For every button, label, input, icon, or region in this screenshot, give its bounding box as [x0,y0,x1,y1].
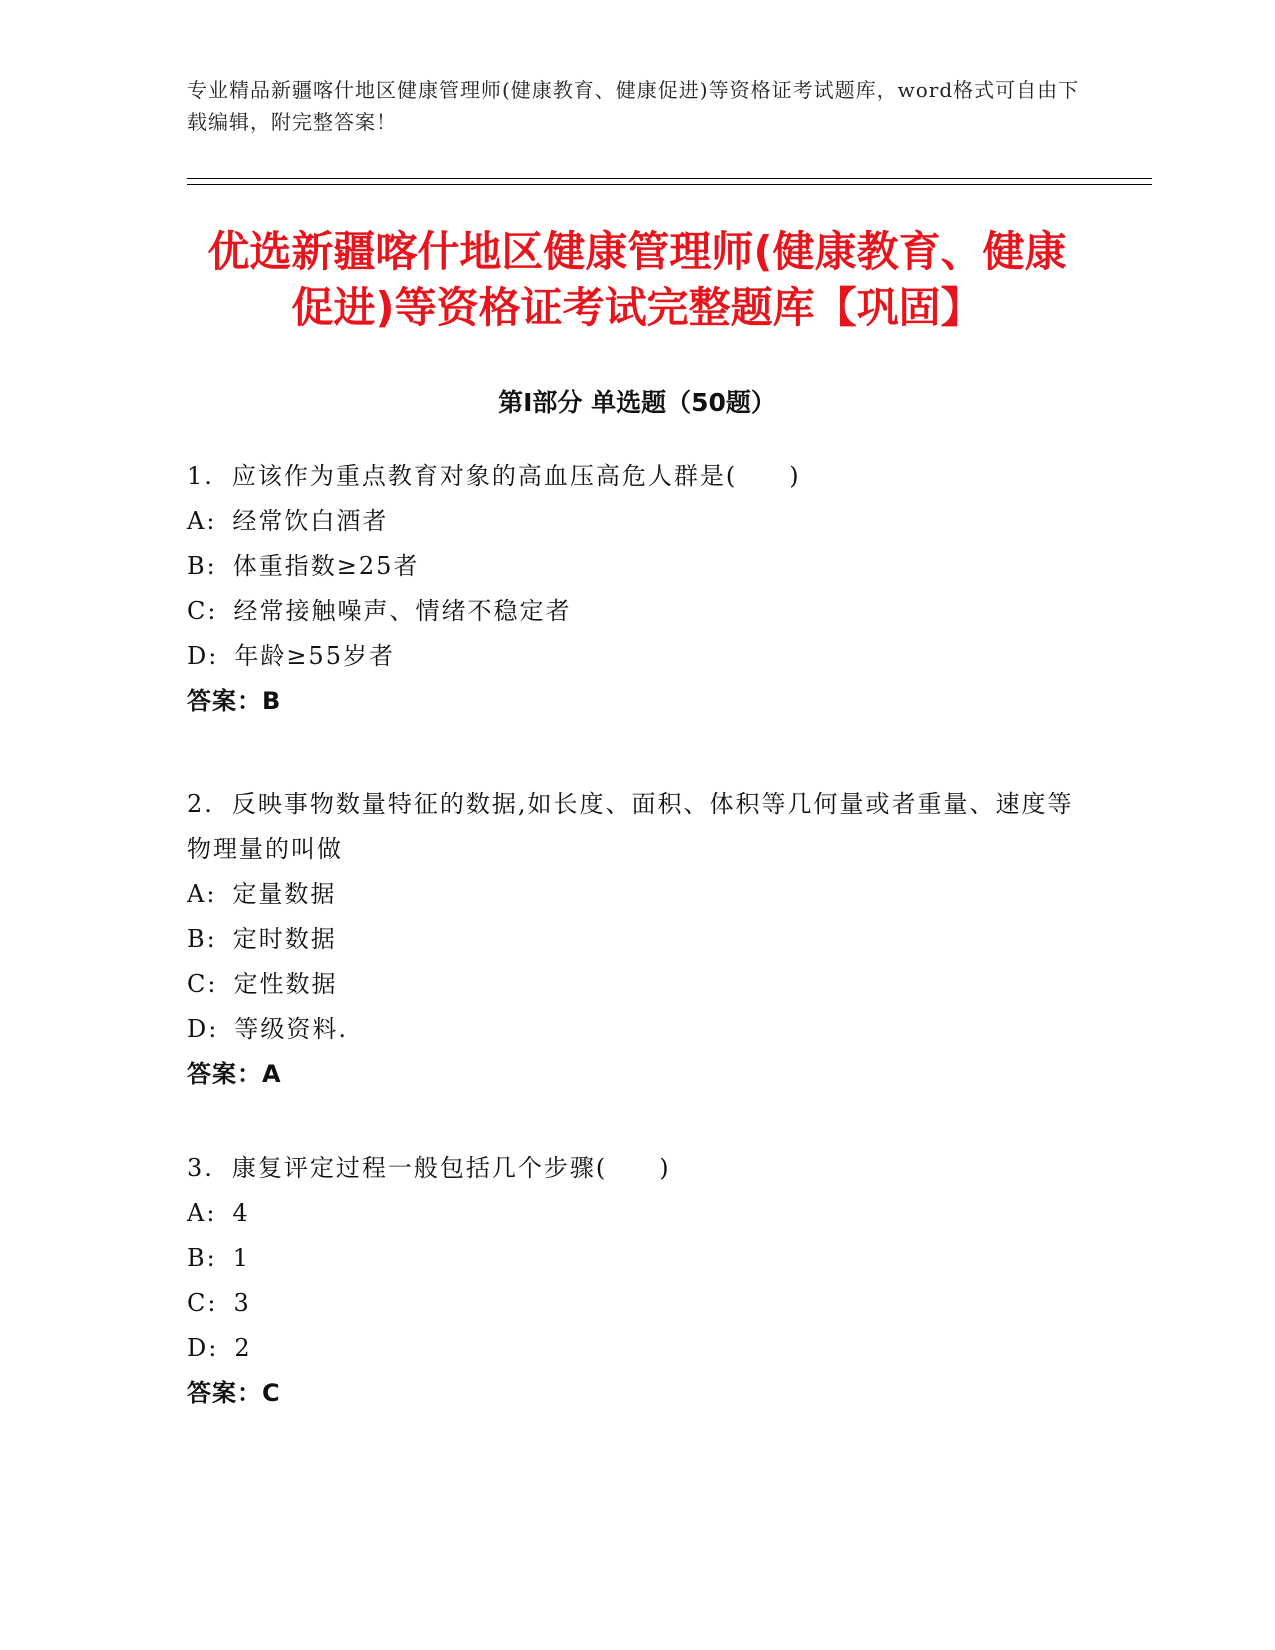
option-key: B: [187,925,217,953]
option-d [187,1326,1087,1371]
option-key: B: [187,1244,217,1272]
answer: 答案：A [187,1060,282,1088]
option-text: 等级资料. [234,1015,348,1043]
question-text: 康复评定过程一般包括几个步骤( ) [231,1154,671,1182]
question-3 [187,1146,1087,1416]
option-text: 定性数据 [233,970,338,998]
question-stem [187,782,1087,872]
question-text: 反映事物数量特征的数据,如长度、面积、体积等几何量或者重量、速度等物理量的叫做 [187,790,1074,863]
option-key: D: [187,642,219,670]
section-heading: 第Ⅰ部分 单选题（50题） [498,388,776,417]
answer: 答案：C [187,1379,281,1407]
option-key: C: [187,970,218,998]
option-b [187,917,1087,962]
question-number: 2. [187,790,214,818]
option-text: 2 [234,1334,252,1362]
option-key: A: [187,880,217,908]
option-c [187,589,1087,634]
option-text: 4 [232,1199,250,1227]
option-key: D: [187,1015,219,1043]
question-number: 1. [187,462,214,490]
option-text: 经常饮白酒者 [232,507,389,535]
option-text: 体重指数≥25者 [232,552,420,580]
option-key: B: [187,552,217,580]
option-c [187,1281,1087,1326]
answer: 答案：B [187,687,282,715]
question-number: 3. [187,1154,214,1182]
option-text: 定量数据 [232,880,337,908]
option-key: C: [187,597,218,625]
option-c [187,962,1087,1007]
header-divider-thin [187,184,1152,185]
option-a [187,499,1087,544]
option-d [187,1007,1087,1052]
option-d [187,634,1087,679]
header-divider [187,178,1152,179]
option-key: D: [187,1334,219,1362]
document-title: 优选新疆喀什地区健康管理师(健康教育、健康促进)等资格证考试完整题库【巩固】 [207,227,1067,332]
option-text: 3 [233,1289,251,1317]
header-note: 专业精品新疆喀什地区健康管理师(健康教育、健康促进)等资格证考试题库，word格式可自由下载编辑，附完整答案！ [187,78,1080,134]
option-a [187,872,1087,917]
option-key: C: [187,1289,218,1317]
option-b [187,1236,1087,1281]
option-text: 1 [232,1244,251,1272]
question-text: 应该作为重点教育对象的高血压高危人群是( ) [231,462,801,490]
question-stem [187,454,1087,499]
option-text: 经常接触噪声、情绪不稳定者 [233,597,572,625]
option-b [187,544,1087,589]
option-key: A: [187,1199,217,1227]
option-text: 定时数据 [232,925,337,953]
option-text: 年龄≥55岁者 [234,642,395,670]
question-2 [187,782,1087,1097]
question-stem [187,1146,1087,1191]
question-1 [187,454,1087,724]
option-a [187,1191,1087,1236]
option-key: A: [187,507,217,535]
